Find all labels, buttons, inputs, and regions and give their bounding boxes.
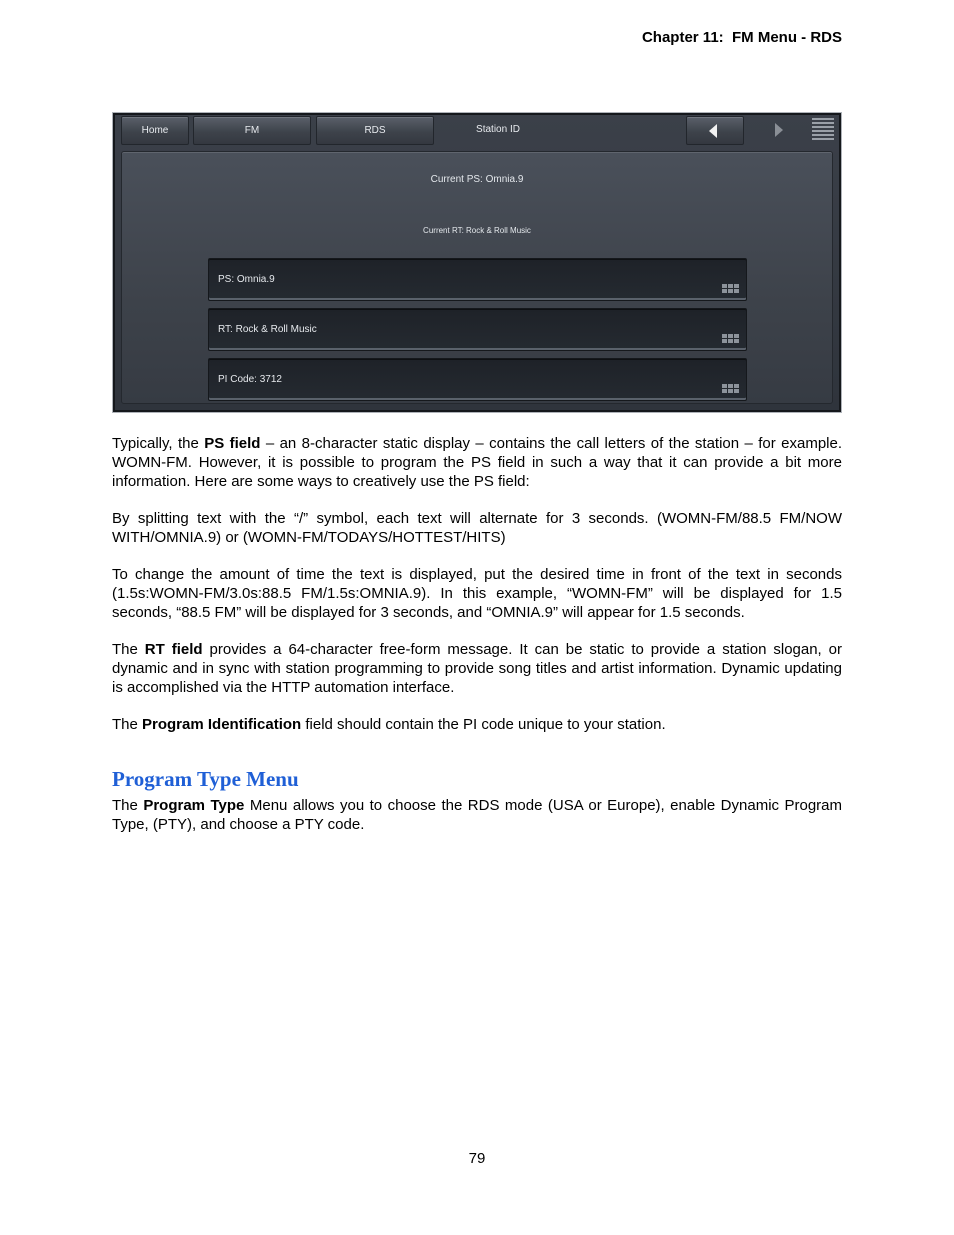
text-run: field should contain the PI code unique to your station. xyxy=(301,716,666,733)
bold-term: RT field xyxy=(144,641,203,658)
paragraph-pi xyxy=(112,715,842,734)
menu-icon[interactable] xyxy=(812,118,834,142)
text-run: The xyxy=(112,797,144,814)
prev-button[interactable] xyxy=(686,116,744,145)
text-run: provides a 64-character free-form message. It can be static to provide a station slogan, or dynamic and in sync with station programming to provide song titles and artist information. Dynamic updating is accomplished via the HTTP automation interface. xyxy=(112,641,843,696)
section-heading: Program Type Menu xyxy=(112,767,299,791)
chevron-right-icon xyxy=(775,123,783,137)
bold-term: PS field xyxy=(204,435,261,452)
tab-fm[interactable] xyxy=(193,116,311,145)
tab-station-id-label: Station ID xyxy=(476,124,520,135)
bold-term: Program Type xyxy=(143,797,245,814)
rt-field[interactable] xyxy=(208,308,747,351)
page-number: 79 xyxy=(468,1150,486,1167)
tab-rds[interactable] xyxy=(316,116,434,145)
ps-field[interactable] xyxy=(208,258,747,301)
paragraph-ps-field xyxy=(112,434,842,491)
tab-home-label: Home xyxy=(141,125,169,136)
paragraph-splitting: By splitting text with the “/” symbol, each text will alternate for 3 seconds. (WOMN-FM/88.5 FM/NOW WITH/OMNIA.9) or (WOMN-FM/TODAYS/HOTTEST/HITS) xyxy=(112,510,842,546)
keyboard-icon xyxy=(722,384,742,395)
text-run: Menu allows you to choose the RDS mode (USA or Europe), enable Dynamic Program Type, (PTY), and choose a PTY code. xyxy=(112,797,843,833)
current-rt-label: Current RT: Rock & Roll Music xyxy=(423,226,531,235)
rt-field-value: RT: Rock & Roll Music xyxy=(218,324,317,335)
text-run: Typically, the xyxy=(112,435,205,452)
keyboard-icon xyxy=(722,334,742,345)
next-button[interactable] xyxy=(749,116,805,145)
tab-station-id[interactable] xyxy=(438,116,558,145)
current-ps-label: Current PS: Omnia.9 xyxy=(430,174,524,185)
tab-rds-label: RDS xyxy=(364,125,386,136)
tab-fm-label: FM xyxy=(244,125,260,136)
pi-code-field-value: PI Code: 3712 xyxy=(218,374,282,385)
text-run: The xyxy=(112,641,145,658)
paragraph-program-type xyxy=(112,796,842,834)
screenshot-frame xyxy=(115,115,839,410)
tab-bar xyxy=(115,115,839,148)
pi-code-field[interactable] xyxy=(208,358,747,401)
rds-screenshot xyxy=(112,112,842,413)
ps-field-value: PS: Omnia.9 xyxy=(218,274,275,285)
chevron-left-icon xyxy=(709,124,717,138)
bold-term: Program Identification xyxy=(142,716,302,733)
rds-panel xyxy=(121,151,833,404)
paragraph-timing: To change the amount of time the text is displayed, put the desired time in front of the text in seconds (1.5s:WOMN-FM/3.0s:88.5 FM/1.5s:OMNIA.9). In this example, “WOMN-FM” will be displayed for 1.5 seconds, “88.5 FM” will be displayed for 3 seconds, and “OMNIA.9” will appear for 1.5 seconds. xyxy=(112,566,842,621)
keyboard-icon xyxy=(722,284,742,295)
text-run: – an 8-character static display – contains the call letters of the station – for example. WOMN-FM. However, it is possible to program the PS field in such a way that it can provide a bit more information. Here are some ways to creatively use the PS field: xyxy=(112,435,843,490)
chapter-header: Chapter 11: FM Menu - RDS xyxy=(641,29,842,46)
paragraph-rt-field xyxy=(112,640,842,697)
tab-home[interactable] xyxy=(121,116,189,145)
text-run: The xyxy=(112,716,143,733)
